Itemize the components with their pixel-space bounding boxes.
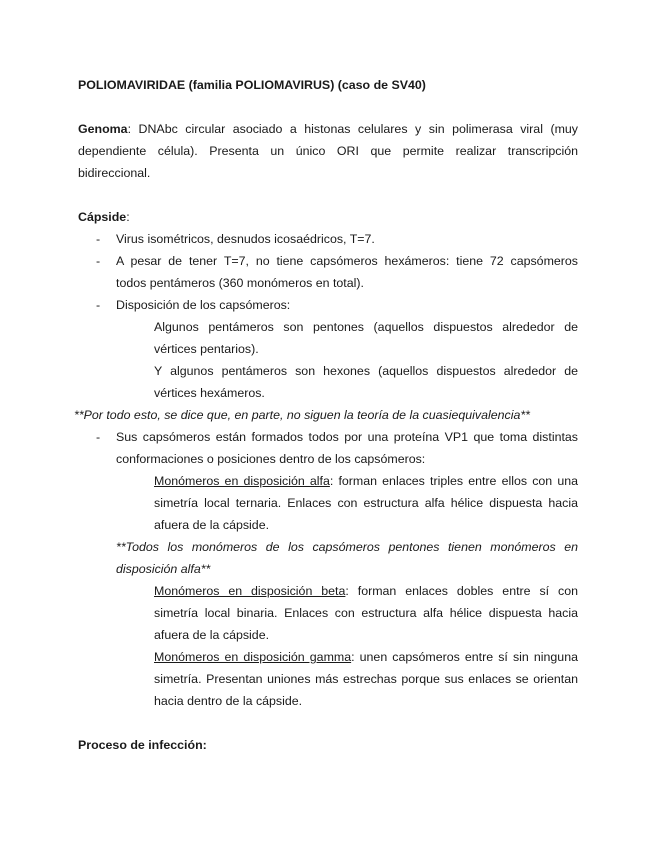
list-item: - Disposición de los capsómeros:	[116, 294, 578, 316]
list-item-continuation: conformaciones o posiciones dentro de los capsómeros:	[116, 452, 426, 466]
genoma-line-1: Genoma: DNAbc circular asociado a histonas celulares y sin polimerasa viral (muy	[78, 122, 578, 136]
beta-label: Monómeros en disposición beta	[154, 584, 346, 598]
capside-heading: Cápside:	[78, 210, 130, 224]
document-page	[74, 74, 578, 756]
alfa-line-2: simetría local ternaria. Enlaces con estructura alfa hélice dispuesta hacia	[154, 496, 578, 510]
note-pentones-alfa-continuation: disposición alfa**	[116, 562, 211, 576]
gamma-line-3: hacia dentro de la cápside.	[154, 694, 303, 708]
sub-item-hexones: Y algunos pentámeros son hexones (aquellos dispuestos alrededor de	[154, 364, 578, 378]
bullet-dash: -	[96, 430, 101, 444]
note-cuasiequivalencia: **Por todo esto, se dice que, en parte, no siguen la teoría de la cuasiequivalencia**	[74, 408, 531, 422]
beta-line-1: Monómeros en disposición beta: forman enlaces dobles entre sí con	[154, 584, 578, 598]
gamma-line-1: Monómeros en disposición gamma: unen capsómeros entre sí sin ninguna	[154, 650, 578, 664]
gamma-label: Monómeros en disposición gamma	[154, 650, 352, 664]
genoma-line-3: bidireccional.	[78, 166, 151, 180]
list-item: - Sus capsómeros están formados todos por una proteína VP1 que toma distintas	[116, 426, 578, 448]
list-item-continuation: todos pentámeros (360 monómeros en total).	[116, 276, 364, 290]
list-item: - Virus isométricos, desnudos icosaédricos, T=7.	[116, 228, 578, 250]
list-item: - A pesar de tener T=7, no tiene capsómeros hexámeros: tiene 72 capsómeros	[116, 250, 578, 272]
alfa-line-1: Monómeros en disposición alfa: forman enlaces triples entre ellos con una	[154, 474, 578, 488]
capside-label: Cápside	[78, 210, 127, 224]
capside-section	[74, 206, 578, 712]
genoma-label: Genoma	[78, 122, 128, 136]
note-pentones-alfa: **Todos los monómeros de los capsómeros pentones tienen monómeros en	[116, 540, 578, 554]
proceso-heading: Proceso de infección:	[78, 738, 207, 752]
beta-line-2: simetría local binaria. Enlaces con estructura alfa hélice dispuesta hacia	[154, 606, 578, 620]
alfa-label: Monómeros en disposición alfa	[154, 474, 330, 488]
document-title: POLIOMAVIRIDAE (familia POLIOMAVIRUS) (caso de SV40)	[78, 78, 426, 92]
bullet-dash: -	[96, 232, 101, 246]
sub-item-continuation: vértices pentarios).	[154, 342, 259, 356]
sub-item-continuation: vértices hexámeros.	[154, 386, 265, 400]
bullet-dash: -	[96, 298, 101, 312]
gamma-line-2: simetría. Presentan uniones más estrechas porque sus enlaces se orientan	[154, 672, 578, 686]
alfa-line-3: afuera de la cápside.	[154, 518, 270, 532]
beta-line-3: afuera de la cápside.	[154, 628, 270, 642]
genoma-section	[78, 118, 578, 184]
bullet-dash: -	[96, 254, 101, 268]
genoma-line-2: dependiente célula). Presenta un único ORI que permite realizar transcripción	[78, 144, 578, 158]
sub-item-pentones: Algunos pentámeros son pentones (aquellos dispuestos alrededor de	[154, 320, 578, 334]
